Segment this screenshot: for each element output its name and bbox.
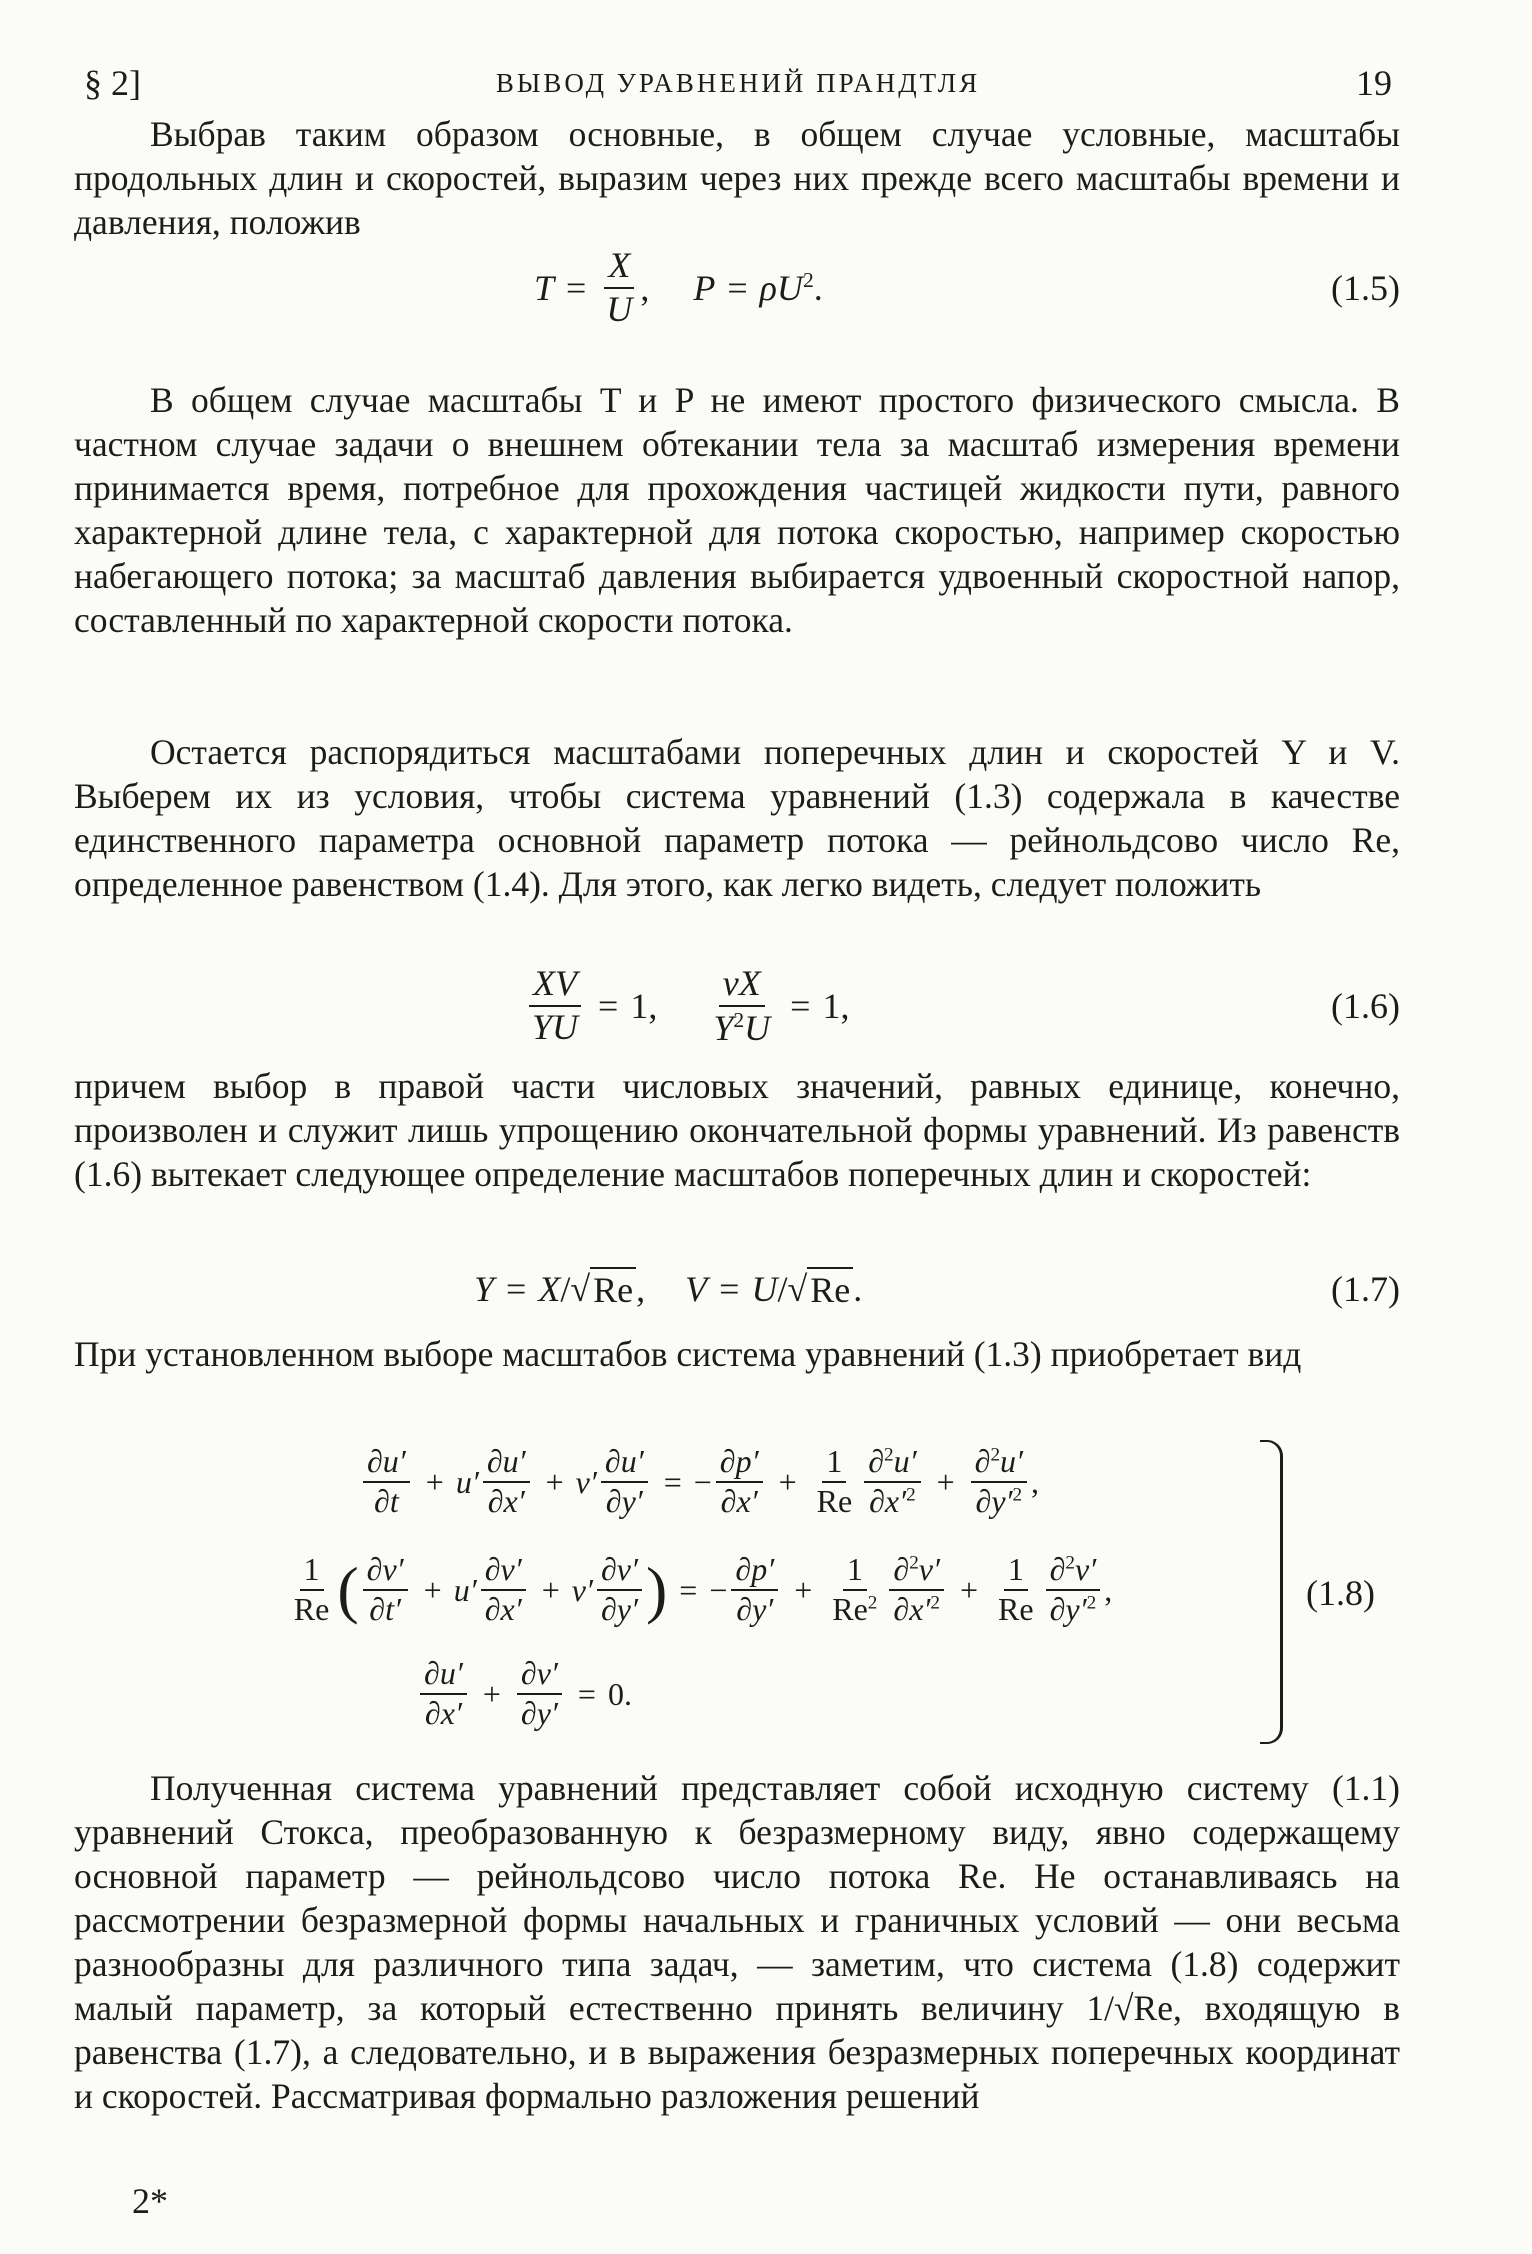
equation-number: (1.7)	[1331, 1269, 1400, 1309]
paragraph-4: причем выбор в правой части числовых значений, равных единице, конечно, произволен и служит лишь упрощению окончательной формы уравнений. Из равенств (1.6) вытекает следующее определение масштабов поперечных длин и скоростей:	[74, 1066, 1400, 1194]
equation-number: (1.6)	[1331, 986, 1400, 1026]
section-marker: § 2]	[84, 63, 141, 103]
signature-mark: 2*	[132, 2181, 168, 2221]
paragraph-6: Полученная система уравнений представляет собой исходную систему (1.1) уравнений Стокса, преобразованную к безразмерному виду, явно содержащему основной параметр — рейнольдсово число потока Re. Не останавливаясь на рассмотрении безразмерной формы начальных и граничных условий — они весьма разнообразны для различного типа задач, — заметим, что система (1.8) содержит малый параметр, за который естественно принять величину 1/√Re, входящую в равенства (1.7), а следовательно, и в выражения безразмерных поперечных координат и скоростей. Рассматривая формально разложения решений	[74, 1768, 1400, 2116]
equation-line-2: $\frac{1}{Re}$ ( $\frac{\partial v'}{\partial t'}$ + u′ $\frac{\partial v'}{\partial x'}$ + v′ $\frac{\partial v'}{\partial y'}$ ) = − $\frac{\partial p'}{\partial y'}$ + $\frac{1}{Re^2}$ $\frac{\partial^2v'}{\partial x'^2}$ + $\frac{1}{Re}$ $\frac{\partial^2v'}{\partial y'^2}$ ,	[293, 1551, 1113, 1627]
equation-number: (1.8)	[1306, 1573, 1375, 1613]
equation-line-1: $\frac{\partial u'}{\partial t}$ + u′ $\frac{\partial u'}{\partial x'}$ + v′ $\frac{\partial u'}{\partial y'}$ = − $\frac{\partial p'}{\partial x'}$ + $\frac{1}{Re}$ $\frac{\partial^2u'}{\partial x'^2}$ + $\frac{\partial^2u'}{\partial y'^2}$ ,	[74, 1432, 1324, 1532]
running-title: ВЫВОД УРАВНЕНИЙ ПРАНДТЛЯ	[495, 68, 981, 98]
equation-1-5: T = $\frac{X}{U}$ , P = $\rho U^2$ . (1.5)	[74, 240, 1400, 336]
paragraph-2: В общем случае масштабы T и P не имеют простого физического смысла. В частном случае задачи о внешнем обтекании тела за масштаб измерения времени принимается время, потребное для прохождения частицей жидкости пути, равного характерной длине тела, с характерной для потока скоростью, например скоростью набегающего потока; за масштаб давления выбирается удвоенный скоростной напор, составленный по характерной скорости потока.	[74, 380, 1400, 640]
paragraph-5: При установленном выборе масштабов система уравнений (1.3) приобретает вид	[74, 1334, 1302, 1374]
paragraph-1: Выбрав таким образом основные, в общем случае условные, масштабы продольных длин и скоростей, выразим через них прежде всего масштабы времени и давления, положив	[74, 114, 1400, 242]
equation-1-7: Y = X / √ Re , V = U / √ Re . (1.7)	[74, 1246, 1400, 1332]
system-brace	[1260, 1440, 1283, 1744]
running-header	[84, 62, 1392, 112]
equation-system-1-8	[74, 1432, 1400, 1752]
page-number: 19	[1356, 63, 1392, 103]
equation-number: (1.5)	[1331, 268, 1400, 308]
equation-1-6: $\frac{XV}{YU}$ = 1, $\frac{\nu X}{Y^2U}$ = 1, (1.6)	[74, 958, 1400, 1054]
equation-line-3: $\frac{\partial u'}{\partial x'}$ + $\frac{\partial v'}{\partial y'}$ = 0.	[74, 1644, 974, 1744]
paragraph-3: Остается распорядиться масштабами поперечных длин и скоростей Y и V. Выберем их из условия, чтобы система уравнений (1.3) содержала в качестве единственного параметра основной параметр потока — рейнольдсово число Re, определенное равенством (1.4). Для этого, как легко видеть, следует положить	[74, 732, 1400, 904]
